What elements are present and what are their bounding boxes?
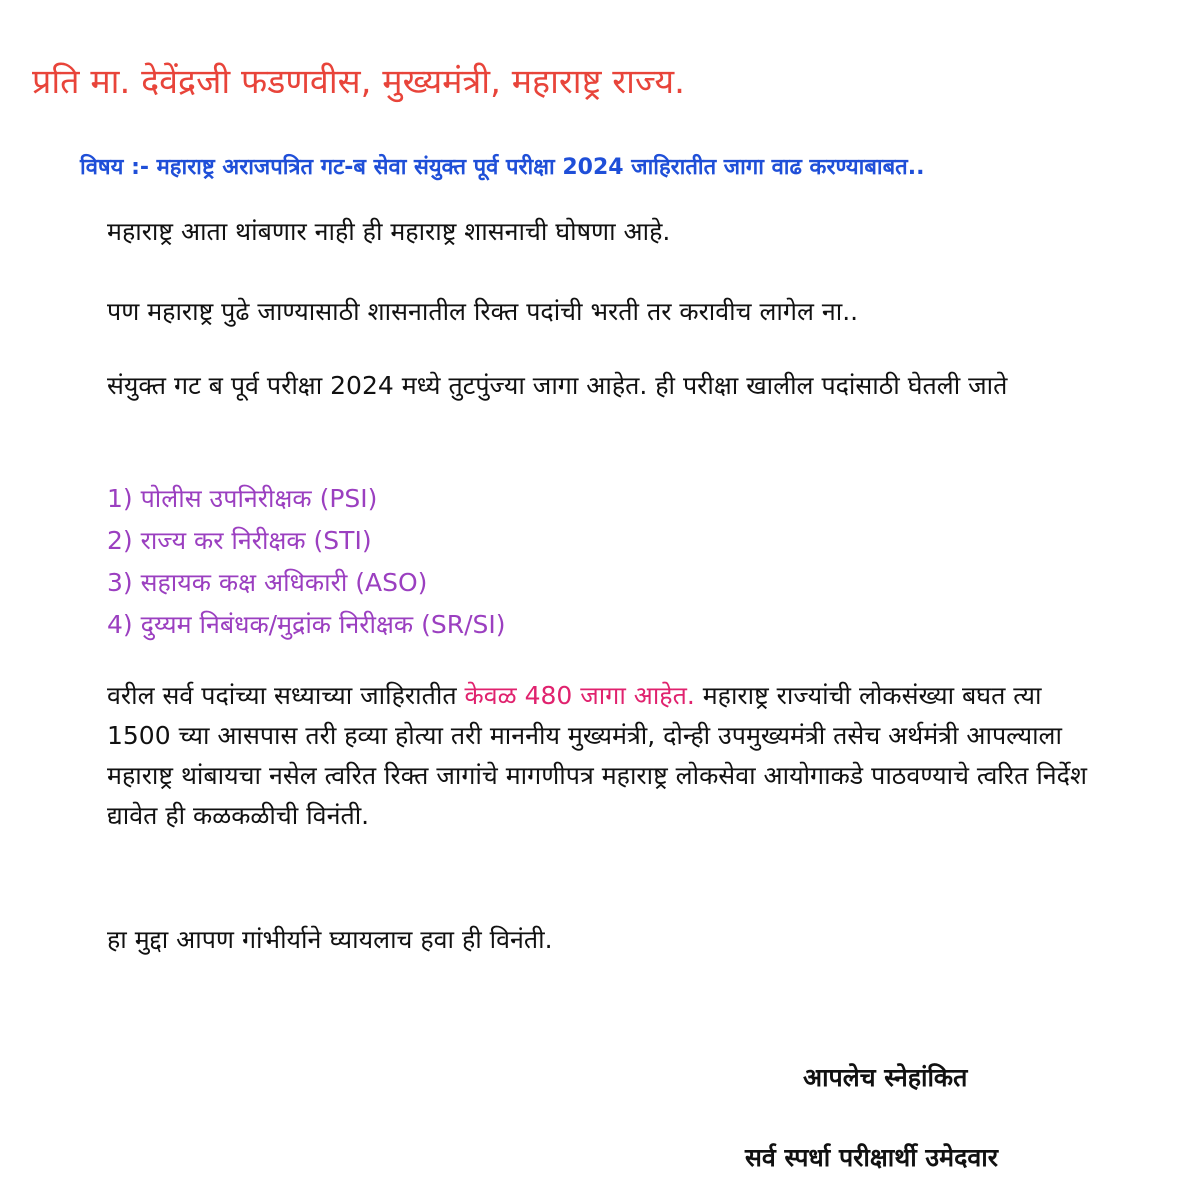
paragraph-1: महाराष्ट्र आता थांबणार नाही ही महाराष्ट्र शासनाची घोषणा आहे. [107, 217, 671, 246]
paragraph-4 [107, 676, 1097, 836]
post-list [107, 478, 505, 646]
post-item-psi: 1) पोलीस उपनिरीक्षक (PSI) [107, 484, 378, 513]
paragraph-4-start: वरील सर्व पदांच्या सध्याच्या जाहिरातीत [107, 681, 465, 710]
post-item-aso: 3) सहायक कक्ष अधिकारी (ASO) [107, 568, 428, 597]
subject-line: विषय :- महाराष्ट्र अराजपत्रित गट-ब सेवा संयुक्त पूर्व परीक्षा 2024 जाहिरातीत जागा वाढ करण्याबाबत.. [80, 155, 925, 180]
paragraph-2: पण महाराष्ट्र पुढे जाण्यासाठी शासनातील रिक्त पदांची भरती तर करावीच लागेल ना.. [107, 297, 859, 326]
closing-line: आपलेच स्नेहांकित [803, 1063, 968, 1092]
paragraph-5: हा मुद्दा आपण गांभीर्याने घ्यायलाच हवा ही विनंती. [107, 925, 553, 954]
recipient-line: प्रति मा. देवेंद्रजी फडणवीस, मुख्यमंत्री, महाराष्ट्र राज्य. [32, 62, 685, 102]
vacancy-count-highlight: केवळ 480 जागा आहेत. [464, 681, 695, 710]
paragraph-4-end: महाराष्ट्र राज्यांची लोकसंख्या बघत त्या 1500 च्या आसपास तरी हव्या होत्या तरी माननीय मुख्यमंत्री, दोन्ही उपमुख्यमंत्री तसेच अर्थमंत्री आपल्याला महाराष्ट्र थांबायचा नसेल त्वरित रिक्त जागांचे मागणीपत्र महाराष्ट्र लोकसेवा आयोगाकडे पाठवण्याचे त्वरित निर्देश द्यावेत ही कळकळीची विनंती. [107, 681, 1087, 830]
post-item-sti: 2) राज्य कर निरीक्षक (STI) [107, 526, 372, 555]
signature-line: सर्व स्पर्धा परीक्षार्थी उमेदवार [745, 1143, 998, 1172]
paragraph-3: संयुक्त गट ब पूर्व परीक्षा 2024 मध्ये तुटपुंज्या जागा आहेत. ही परीक्षा खालील पदांसाठी घेतली जाते [107, 371, 1008, 400]
post-item-sr-si: 4) दुय्यम निबंधक/मुद्रांक निरीक्षक (SR/SI) [107, 610, 506, 639]
